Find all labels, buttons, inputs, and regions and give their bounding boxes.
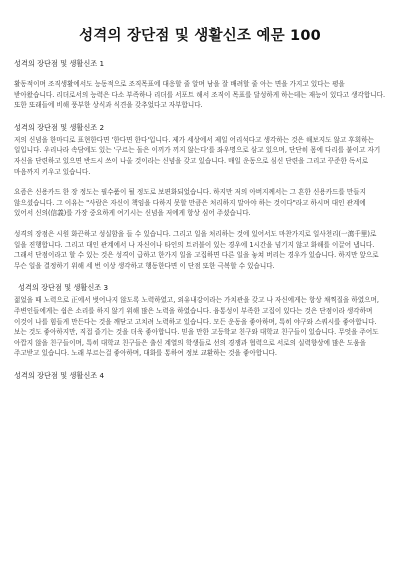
section-heading: 성격의 장단점 및 생활신조 4 xyxy=(14,370,105,380)
section-paragraph: 저의 신념을 한마디로 표현한다면 '한다면 한다'입니다. 제가 세상에서 제일 어리석다고 생각하는 것은 해보지도 않고 후회하는 일입니다. 우리나라 속담에도 있는 '구르는 돌은 이끼가 끼지 않는다'를 좌우명으로 삼고 있으며, 단단히 몸에 다리를 붙이고 자기 자신을 단련하고 있으면 반드시 쓰이 나올 것이라는 신념을 갖고 있습니다. 매일 운동으로 심신 단련을 그리고 꾸준한 독서로 마음까지 키우고 있습니다. xyxy=(14,135,381,176)
section-paragraph: 요즘은 신용카드 한 장 정도는 필수품이 될 정도로 보편화되었습니다. 하지만 저의 아버지께서는 그 흔한 신용카드를 만들지 않으셨습니다. 그 이유는 "사람은 자신이 책임을 다하지 못할 만큼은 처리하지 말아야 하는 것이다"라고 하시며 대인 관계에 있어서 신의(信義)를 가장 중요하게 여기시는 신념을 저에게 항상 심어 주셨습니다. xyxy=(14,188,367,218)
section-2 xyxy=(14,123,386,272)
document-title: 성격의 장단점 및 생활신조 예문 100 xyxy=(79,28,321,44)
section-paragraph: 성격의 장점은 시원 화끈하고 성실함을 들 수 있습니다. 그리고 일을 처리하는 것에 있어서도 마찬가지로 일사천리(一瀉千里)로 일을 진행합니다. 그리고 대인 관계에서 나 자신이나 타인의 트러블이 있는 경우에 1시간을 넘기지 않고 화해를 이끌어 냅니다. 그래서 단점이라고 할 수 있는 것은 성격이 급하고 한가지 일을 고집하면 다른 일을 놓쳐 버리는 경우가 있습니다. 하지만 앞으로 무슨 일을 결정하기 위해 세 번 이상 생각하고 행동한다면 이 단점 또한 극복할 수 있습니다. xyxy=(14,229,379,270)
section-1 xyxy=(14,59,386,111)
section-3 xyxy=(14,283,386,359)
section-paragraph: 젊었을 때 노력으로 正에서 벗어나지 않도록 노력하였고, 외유내강이라는 가치관을 갖고 나 자신에게는 항상 채찍질을 하였으며, 주변인들에게는 쉽은 소리를 하지 않기 위해 많은 노력을 하였습니다. 융통성이 부족한 고집이 있다는 것은 단점이라 생각하며 이것이 나를 힘들게 만든다는 것을 깨닫고 고치려 노력하고 있습니다. 모든 운동을 좋아하며, 특히 야구와 스쿼시를 좋아합니다. 보는 것도 좋아하지만, 직접 즐기는 것을 더욱 좋아합니다. 믿을 만한 고등학교 친구와 대학교 친구들이 있습니다. 무엇을 주어도 아깝지 않을 친구들이며, 특히 대학교 친구들은 출신 계열의 학생들로 선의 경쟁과 협력으로 서로의 실력향상에 많은 도움을 주고받고 있습니다. 노래 부르는걸 좋아하며, 대화를 통하여 정보 교환하는 것을 좋아합니다. xyxy=(14,296,379,358)
section-paragraph: 활동적이며 조직생활에서도 능동적으로 조직목표에 대응할 줄 알며 남을 잘 배려할 줄 아는 면을 가지고 있다는 평을 받아왔습니다. 리더로서의 능력은 다소 부족하나 리더를 서포트 해서 조직이 목표를 달성하게 하는데는 재능이 있다고 생각합니다. 또한 또래들에 비해 풍부한 상식과 식견을 갖추었다고 자부합니다. xyxy=(14,80,386,110)
section-4 xyxy=(14,371,386,381)
section-heading: 성격의 장단점 및 생활신조 2 xyxy=(14,122,105,132)
section-heading: 성격의 장단점 및 생활신조 1 xyxy=(14,59,105,68)
section-heading: 성격의 장단점 및 생활신조 3 xyxy=(18,283,109,293)
